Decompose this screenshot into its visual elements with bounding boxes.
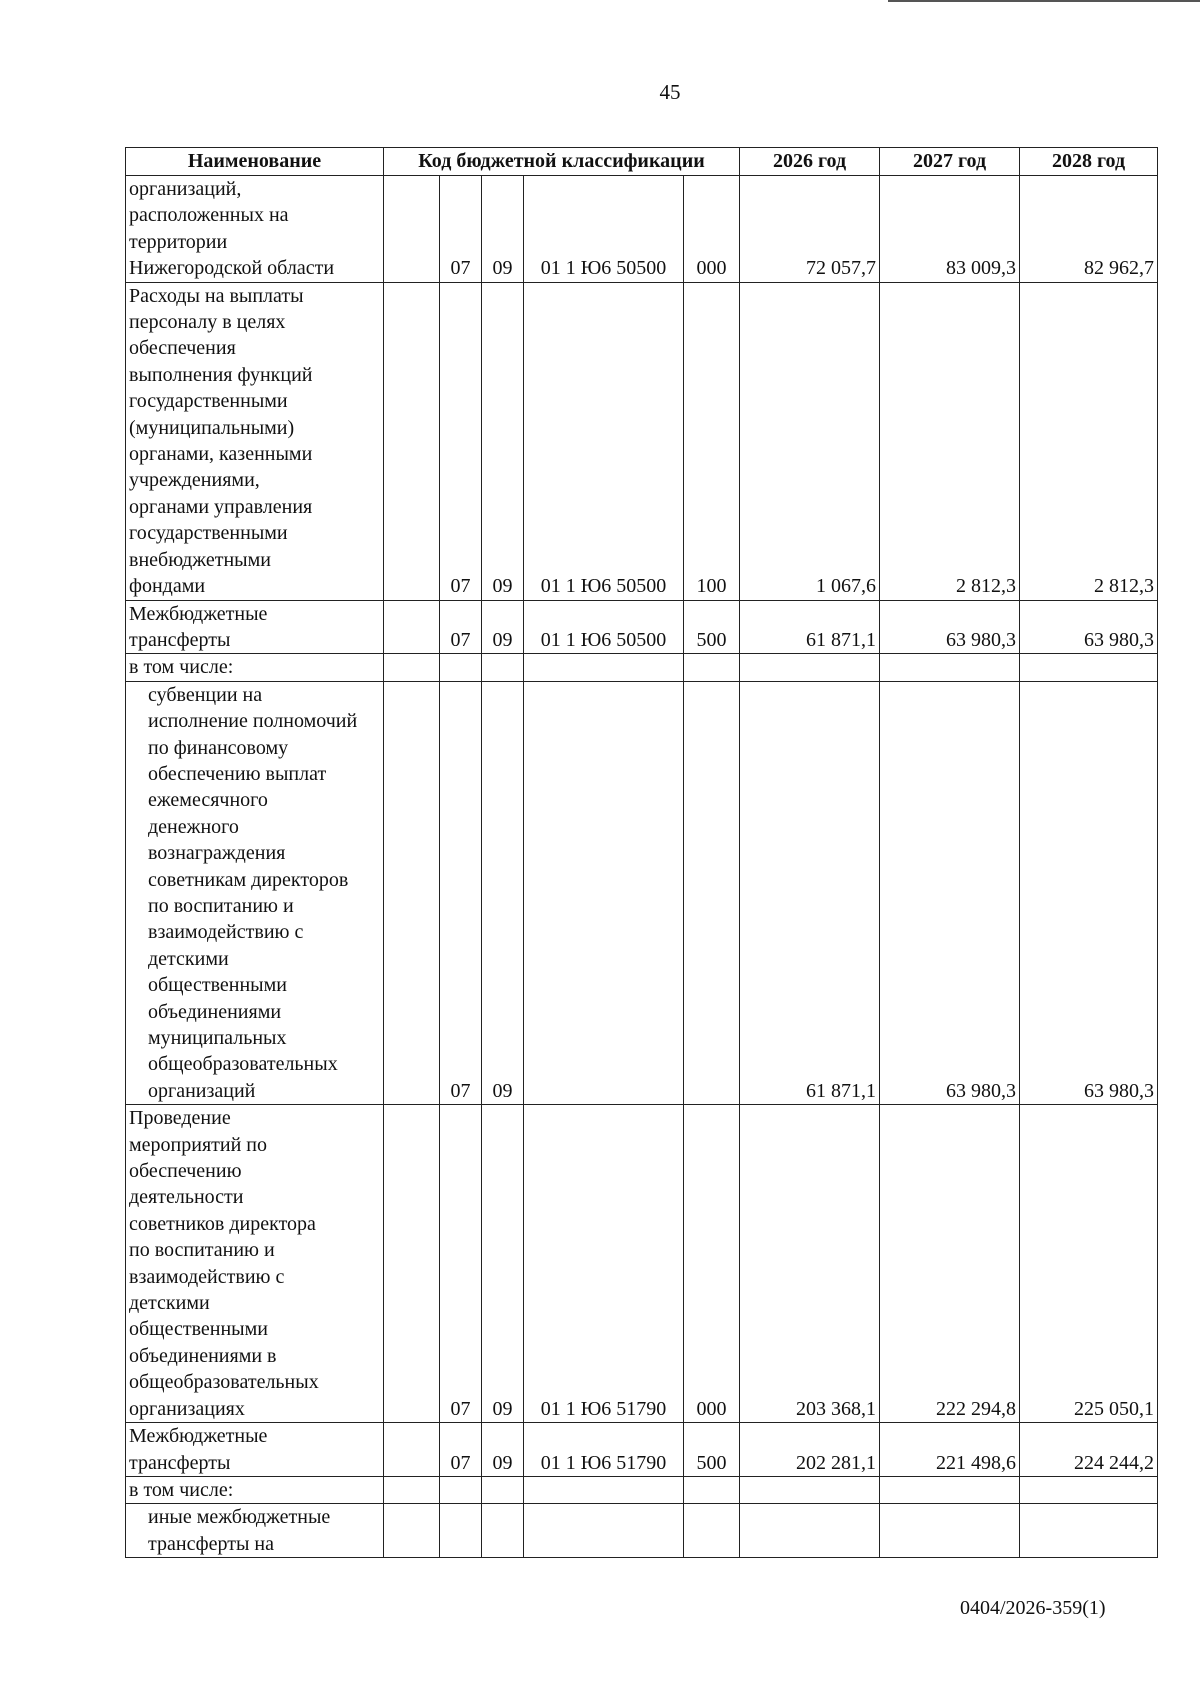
table-row — [126, 176, 1158, 283]
row-name-line: Межбюджетные — [129, 602, 268, 625]
row-name-line: детскими — [129, 1292, 210, 1315]
header-budget-code: Код бюджетной классификации — [384, 148, 740, 176]
value-2028: 63 980,3 — [1020, 681, 1158, 1105]
table-row — [126, 282, 1158, 600]
section-code: 07 — [440, 681, 482, 1105]
subsection-code: 09 — [482, 681, 524, 1105]
value-2028 — [1020, 1476, 1158, 1503]
header-2026: 2026 год — [740, 148, 880, 176]
row-name-line: обеспечению выплат — [148, 762, 327, 785]
value-2027 — [880, 1504, 1020, 1558]
row-name-line: трансферты на — [148, 1532, 275, 1555]
row-name — [126, 681, 384, 1105]
table-header-row — [126, 148, 1158, 176]
value-2028: 225 050,1 — [1020, 1105, 1158, 1423]
table-row — [126, 1476, 1158, 1503]
subsection-code — [482, 1504, 524, 1558]
table-row — [126, 600, 1158, 654]
value-2028: 224 244,2 — [1020, 1423, 1158, 1477]
value-2026: 61 871,1 — [740, 600, 880, 654]
value-2027: 63 980,3 — [880, 600, 1020, 654]
subsection-code: 09 — [482, 600, 524, 654]
row-name-line: Проведение — [129, 1107, 231, 1130]
row-name-line: денежного — [148, 815, 239, 838]
row-name-line: трансферты — [129, 628, 231, 651]
row-name-line: деятельности — [129, 1186, 244, 1209]
row-name-line: Межбюджетные — [129, 1425, 268, 1448]
row-name-line: внебюджетными — [129, 548, 271, 571]
section-code: 07 — [440, 1423, 482, 1477]
section-code: 07 — [440, 1105, 482, 1423]
section-code — [440, 654, 482, 681]
target-article-code — [524, 1476, 684, 1503]
code-part-1 — [384, 1476, 440, 1503]
table-body — [126, 176, 1158, 1558]
row-name-line: объединениями — [148, 1000, 282, 1023]
value-2026 — [740, 1476, 880, 1503]
expense-type-code — [684, 1504, 740, 1558]
header-2028: 2028 год — [1020, 148, 1158, 176]
row-name-line: Нижегородской области — [129, 257, 335, 280]
row-name-line: организациях — [129, 1397, 245, 1420]
document-code: 0404/2026-359(1) — [960, 1597, 1106, 1619]
code-part-1 — [384, 600, 440, 654]
row-name-line: государственными — [129, 522, 288, 545]
row-name-line: органами, казенными — [129, 443, 313, 466]
subsection-code — [482, 654, 524, 681]
row-name — [126, 1105, 384, 1423]
row-name-line: Расходы на выплаты — [129, 284, 304, 307]
row-name-line: общеобразовательных — [129, 1371, 319, 1394]
row-name-line: по финансовому — [148, 736, 289, 759]
section-code — [440, 1504, 482, 1558]
target-article-code: 01 1 Ю6 50500 — [524, 600, 684, 654]
row-name — [126, 1476, 384, 1503]
target-article-code — [524, 1504, 684, 1558]
expense-type-code: 100 — [684, 282, 740, 600]
row-name-line: в том числе: — [129, 1478, 234, 1501]
row-name-line: общественными — [148, 974, 287, 997]
row-name — [126, 1504, 384, 1558]
row-name-line: обеспечению — [129, 1160, 242, 1183]
expense-type-code: 000 — [684, 1105, 740, 1423]
row-name-line: советникам директоров — [148, 868, 349, 891]
row-name-line: фондами — [129, 575, 206, 598]
section-code: 07 — [440, 282, 482, 600]
row-name-line: в том числе: — [129, 656, 234, 679]
row-name — [126, 176, 384, 283]
row-name-line: трансферты — [129, 1451, 231, 1474]
value-2026: 1 067,6 — [740, 282, 880, 600]
row-name-line: детскими — [148, 947, 229, 970]
table-row — [126, 1504, 1158, 1558]
value-2027: 222 294,8 — [880, 1105, 1020, 1423]
row-name-line: по воспитанию и — [129, 1239, 275, 1262]
code-part-1 — [384, 1105, 440, 1423]
value-2028: 82 962,7 — [1020, 176, 1158, 283]
row-name-line: выполнения функций — [129, 363, 313, 386]
value-2026: 61 871,1 — [740, 681, 880, 1105]
row-name — [126, 1423, 384, 1477]
subsection-code — [482, 1476, 524, 1503]
row-name-line: объединениями в — [129, 1344, 277, 1367]
expense-type-code: 500 — [684, 600, 740, 654]
row-name-line: организаций, — [129, 178, 242, 200]
expense-type-code — [684, 681, 740, 1105]
expense-type-code — [684, 654, 740, 681]
target-article-code: 01 1 Ю6 50500 — [524, 176, 684, 283]
row-name-line: вознаграждения — [148, 842, 286, 865]
row-name-line: (муниципальными) — [129, 416, 295, 439]
expense-type-code: 500 — [684, 1423, 740, 1477]
header-name: Наименование — [126, 148, 384, 176]
row-name-line: общеобразовательных — [148, 1053, 338, 1076]
code-part-1 — [384, 681, 440, 1105]
row-name-line: организаций — [148, 1079, 256, 1102]
table-row — [126, 1105, 1158, 1423]
row-name-line: иные межбюджетные — [148, 1506, 331, 1529]
value-2027: 63 980,3 — [880, 681, 1020, 1105]
subsection-code: 09 — [482, 1105, 524, 1423]
row-name-line: общественными — [129, 1318, 268, 1341]
scan-edge-line — [888, 0, 1200, 2]
section-code: 07 — [440, 176, 482, 283]
budget-table — [125, 147, 1158, 1558]
code-part-1 — [384, 282, 440, 600]
row-name-line: взаимодействию с — [148, 921, 304, 944]
value-2028: 63 980,3 — [1020, 600, 1158, 654]
row-name-line: субвенции на — [148, 683, 263, 706]
target-article-code: 01 1 Ю6 51790 — [524, 1423, 684, 1477]
value-2026: 72 057,7 — [740, 176, 880, 283]
target-article-code — [524, 681, 684, 1105]
row-name-line: ежемесячного — [148, 789, 268, 812]
page-number: 45 — [659, 80, 681, 104]
value-2027 — [880, 1476, 1020, 1503]
row-name-line: учреждениями, — [129, 469, 260, 492]
code-part-1 — [384, 1504, 440, 1558]
target-article-code: 01 1 Ю6 51790 — [524, 1105, 684, 1423]
subsection-code: 09 — [482, 1423, 524, 1477]
value-2028 — [1020, 654, 1158, 681]
row-name-line: обеспечения — [129, 337, 236, 360]
expense-type-code: 000 — [684, 176, 740, 283]
code-part-1 — [384, 176, 440, 283]
value-2027 — [880, 654, 1020, 681]
row-name — [126, 654, 384, 681]
table-row — [126, 681, 1158, 1105]
subsection-code: 09 — [482, 282, 524, 600]
value-2027: 83 009,3 — [880, 176, 1020, 283]
target-article-code: 01 1 Ю6 50500 — [524, 282, 684, 600]
value-2026 — [740, 1504, 880, 1558]
row-name-line: советников директора — [129, 1212, 316, 1235]
value-2026 — [740, 654, 880, 681]
target-article-code — [524, 654, 684, 681]
value-2028 — [1020, 1504, 1158, 1558]
header-2027: 2027 год — [880, 148, 1020, 176]
row-name-line: муниципальных — [148, 1027, 287, 1049]
expense-type-code — [684, 1476, 740, 1503]
row-name-line: по воспитанию и — [148, 894, 294, 917]
row-name-line: государственными — [129, 390, 288, 413]
row-name-line: мероприятий по — [129, 1133, 267, 1156]
value-2028: 2 812,3 — [1020, 282, 1158, 600]
row-name — [126, 282, 384, 600]
code-part-1 — [384, 654, 440, 681]
section-code — [440, 1476, 482, 1503]
row-name-line: исполнение полномочий — [148, 710, 358, 733]
row-name-line: территории — [129, 230, 228, 253]
row-name-line: взаимодействию с — [129, 1265, 285, 1288]
table-row — [126, 1423, 1158, 1477]
row-name-line: органами управления — [129, 495, 313, 518]
subsection-code: 09 — [482, 176, 524, 283]
row-name-line: расположенных на — [129, 204, 289, 227]
value-2026: 203 368,1 — [740, 1105, 880, 1423]
value-2027: 2 812,3 — [880, 282, 1020, 600]
row-name — [126, 600, 384, 654]
value-2026: 202 281,1 — [740, 1423, 880, 1477]
section-code: 07 — [440, 600, 482, 654]
row-name-line: персоналу в целях — [129, 311, 286, 334]
table-row — [126, 654, 1158, 681]
value-2027: 221 498,6 — [880, 1423, 1020, 1477]
code-part-1 — [384, 1423, 440, 1477]
